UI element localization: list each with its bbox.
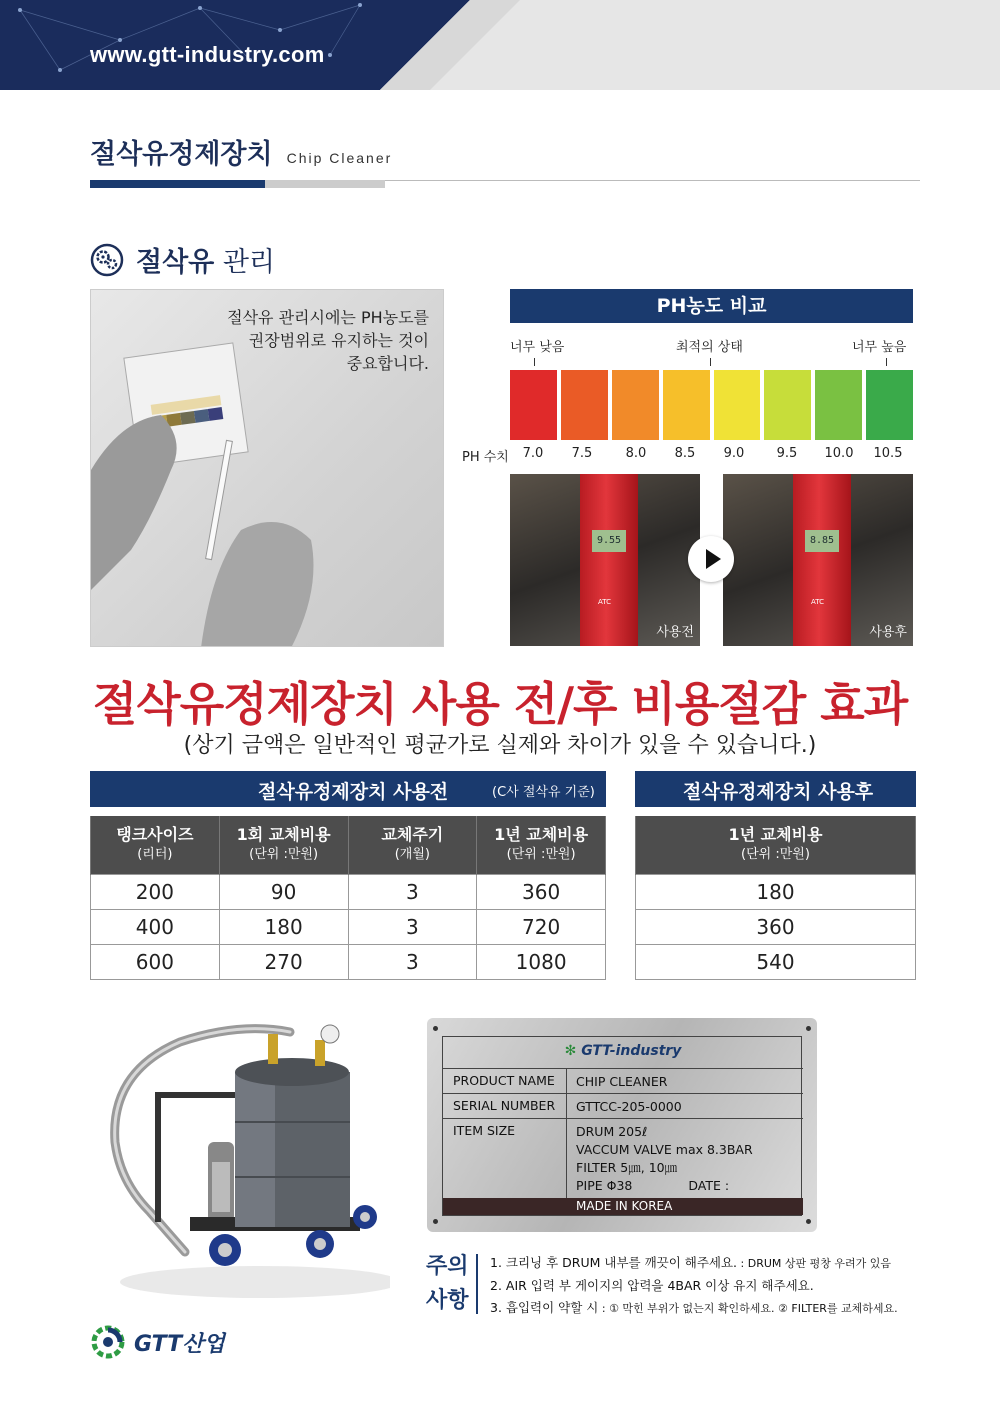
table-row: 540 xyxy=(636,944,916,979)
ph-value-label: 7.0 xyxy=(522,446,544,461)
caution-list xyxy=(490,1252,898,1320)
caution-item: 1. 크리닝 후 DRUM 내부를 깨끗이 해주세요. : DRUM 상판 평창 우려가 있음 xyxy=(490,1255,892,1270)
gear-logo-icon xyxy=(90,1324,126,1360)
ph-swatch xyxy=(561,370,608,440)
ph-value-label: 9.5 xyxy=(776,446,798,461)
cost-saving-headline: 절삭유정제장치 사용 전/후 비용절감 효과 xyxy=(92,677,908,731)
company-logo xyxy=(90,1324,225,1360)
ph-value-label: 9.0 xyxy=(723,446,745,461)
title-underline-dark xyxy=(90,180,265,188)
ph-swatch xyxy=(764,370,811,440)
ph-label-low: 너무 낮음 xyxy=(510,340,565,355)
nameplate-row-serial: SERIAL NUMBER GTTCC-205-0000 xyxy=(443,1093,803,1118)
title-english: Chip Cleaner xyxy=(286,150,393,166)
column-header: 교체주기 (개월) xyxy=(348,816,477,874)
product-nameplate xyxy=(427,1018,817,1232)
nameplate-row-product: PRODUCT NAME CHIP CLEANER xyxy=(443,1068,803,1093)
ph-swatch xyxy=(714,370,761,440)
screw-icon xyxy=(433,1026,438,1031)
table-after xyxy=(635,816,916,980)
section-title-bold: 절삭유 xyxy=(136,247,215,278)
ph-meter-after-photo: 8.85 ATC 사용후 xyxy=(723,474,913,646)
ph-color-scale xyxy=(510,370,913,440)
gears-icon xyxy=(90,243,124,277)
screw-icon xyxy=(806,1219,811,1224)
column-header: 1년 교체비용 (단위 :만원) xyxy=(477,816,606,874)
ph-axis-label: PH 수치 xyxy=(462,450,509,465)
table-before xyxy=(90,816,606,980)
ph-meter-display: 8.85 xyxy=(805,530,839,552)
table-row: 600 270 3 1080 xyxy=(91,944,606,979)
ph-meter-display: 9.55 xyxy=(592,530,626,552)
nameplate-logo: ✻ GTT-industry xyxy=(564,1043,682,1059)
caution-title: 주의 사항 xyxy=(426,1254,469,1313)
table-after-title: 절삭유정제장치 사용후 xyxy=(683,781,874,803)
nameplate-made-in: MADE IN KOREA xyxy=(443,1198,803,1215)
ph-chart-title: PH농도 비교 xyxy=(510,289,913,323)
column-header: 1년 교체비용 (단위 :만원) xyxy=(636,816,916,874)
page-title xyxy=(90,132,392,171)
ph-swatch xyxy=(866,370,913,440)
after-label: 사용후 xyxy=(869,625,907,640)
top-banner xyxy=(0,0,1000,90)
nameplate-row-size: ITEM SIZE DRUM 205ℓ VACCUM VALVE max 8.3BAR FILTER 5㎛, 10㎛ PIPE Φ38 DATE : xyxy=(443,1118,803,1200)
chip-cleaner-machine-image xyxy=(90,1012,390,1302)
section-title-rest: 관리 xyxy=(214,247,275,278)
ph-tick-high xyxy=(886,358,887,366)
title-underline-thin xyxy=(385,180,920,181)
ph-value-label: 10.0 xyxy=(824,446,854,461)
table-before-note: (C사 절삭유 기준) xyxy=(492,785,595,800)
website-url[interactable]: www.gtt-industry.com xyxy=(90,42,325,67)
photo-caption: 절삭유 관리시에는 PH농도를 권장범위로 유지하는 것이 중요합니다. xyxy=(227,308,429,373)
ph-strip-photo xyxy=(90,289,444,647)
ph-swatch xyxy=(510,370,557,440)
ph-swatch xyxy=(612,370,659,440)
table-header-row xyxy=(91,816,606,874)
ph-tick-optimal xyxy=(710,358,711,366)
before-label: 사용전 xyxy=(656,625,694,640)
ph-meter-before-photo: 9.55 ATC 사용전 xyxy=(510,474,700,646)
ph-label-high: 너무 높음 xyxy=(852,340,907,355)
table-row: 360 xyxy=(636,909,916,944)
title-underline-light xyxy=(265,180,385,188)
table-row: 200 90 3 360 xyxy=(91,874,606,909)
screw-icon xyxy=(433,1219,438,1224)
table-after-header xyxy=(635,771,916,807)
caution-item: 3. 흡입력이 약할 시 : ① 막힌 부위가 없는지 확인하세요. ② FILTER를 교체하세요. xyxy=(490,1300,898,1315)
caution-divider xyxy=(476,1254,478,1314)
table-before-header xyxy=(90,771,606,807)
ph-swatch xyxy=(663,370,710,440)
screw-icon xyxy=(806,1026,811,1031)
column-header: 1회 교체비용 (단위 :만원) xyxy=(219,816,348,874)
table-before-title: 절삭유정제장치 사용전 xyxy=(258,781,449,803)
ph-swatch xyxy=(815,370,862,440)
ph-label-optimal: 최적의 상태 xyxy=(676,340,743,355)
ph-value-label: 10.5 xyxy=(873,446,903,461)
ph-value-label: 8.0 xyxy=(625,446,647,461)
ph-value-label: 7.5 xyxy=(571,446,593,461)
column-header: 탱크사이즈 (리터) xyxy=(91,816,220,874)
ph-meter xyxy=(580,474,638,646)
title-korean: 절삭유정제장치 xyxy=(90,139,273,170)
play-button-icon[interactable] xyxy=(688,536,734,582)
ph-tick-low xyxy=(534,358,535,366)
caution-item: 2. AIR 입력 부 게이지의 압력을 4BAR 이상 유지 해주세요. xyxy=(490,1278,814,1293)
table-header-row xyxy=(636,816,916,874)
section-title xyxy=(90,240,275,279)
company-name: GTT산업 xyxy=(134,1331,225,1357)
ph-meter xyxy=(793,474,851,646)
gear-logo-icon: ✻ xyxy=(564,1043,577,1059)
ph-value-label: 8.5 xyxy=(674,446,696,461)
table-row: 400 180 3 720 xyxy=(91,909,606,944)
table-row: 180 xyxy=(636,874,916,909)
cost-saving-subline: (상기 금액은 일반적인 평균가로 실제와 차이가 있을 수 있습니다.) xyxy=(183,733,817,758)
